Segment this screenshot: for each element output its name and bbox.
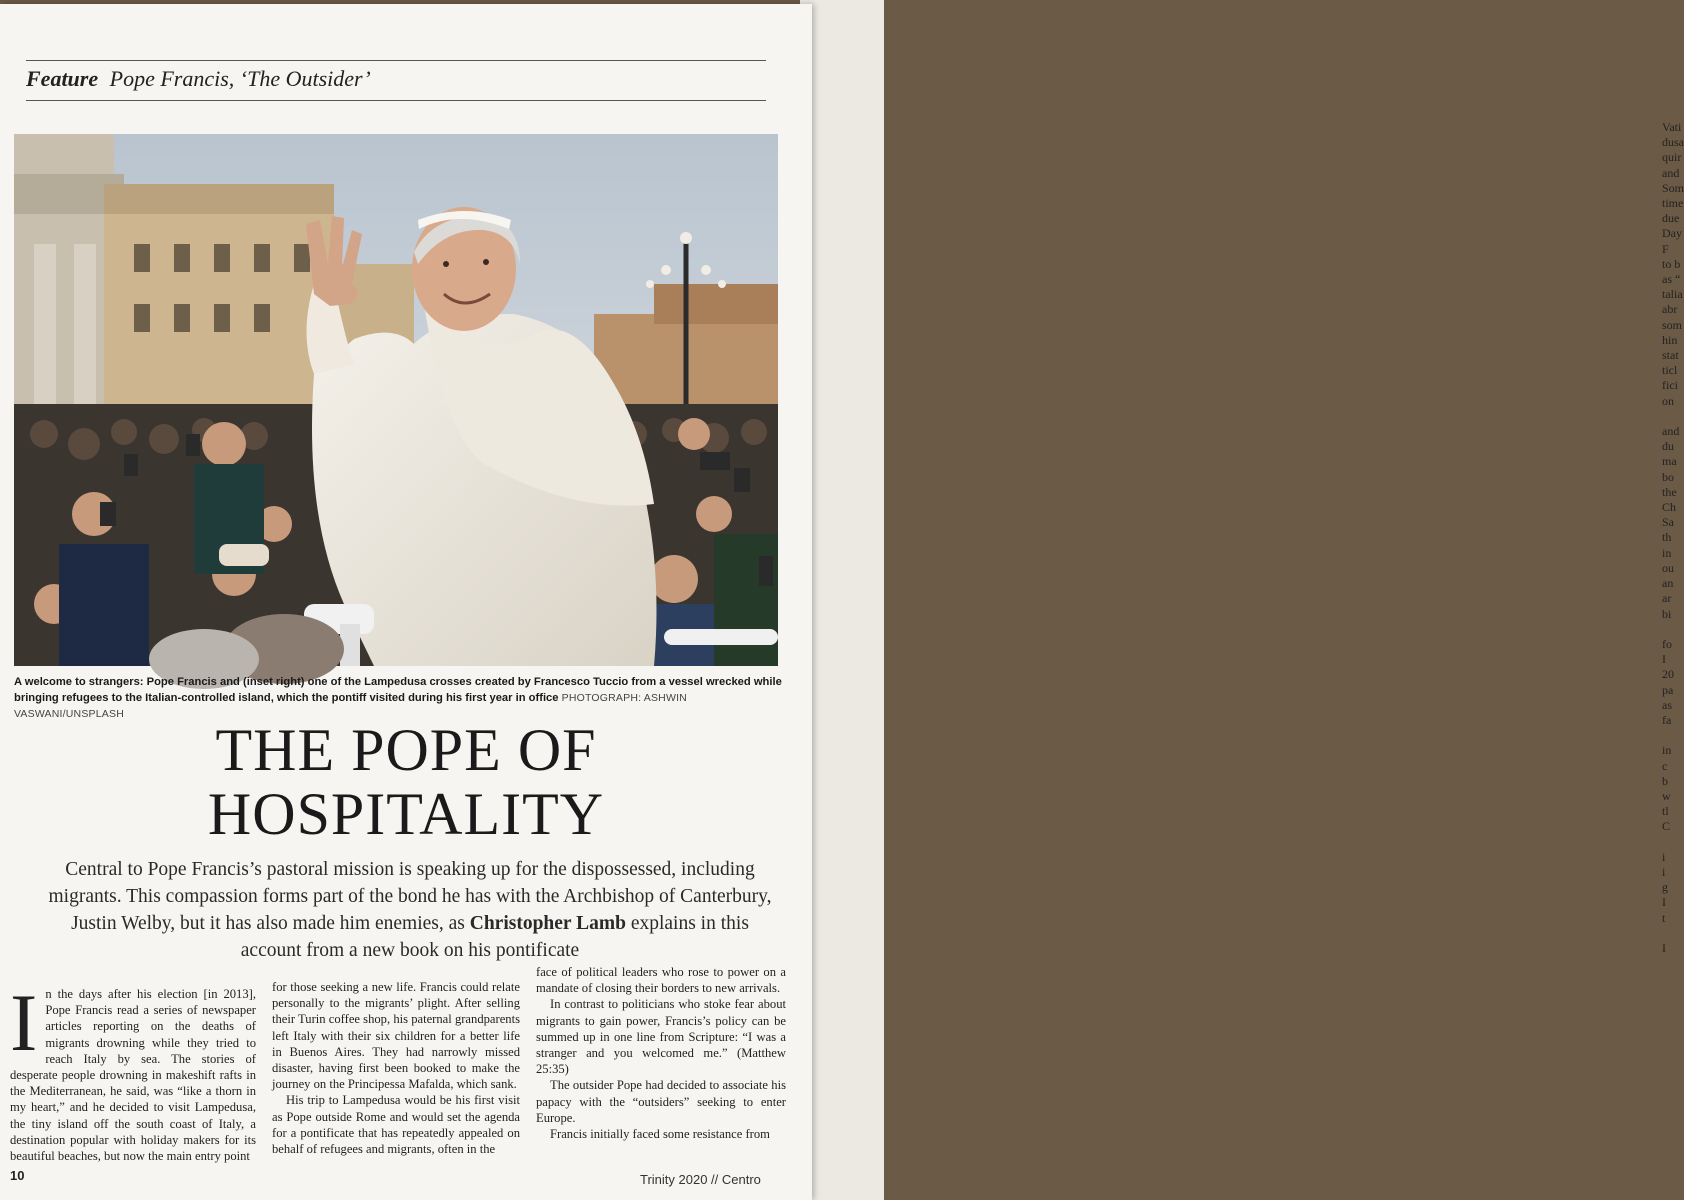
body-paragraph: Francis initially faced some resistance from xyxy=(550,1127,770,1142)
facing-page-line: ma xyxy=(1662,454,1677,469)
author-name: Christopher Lamb xyxy=(469,913,626,934)
facing-page-line xyxy=(1662,926,1684,941)
facing-page-line: th xyxy=(1662,530,1672,545)
header-rule-bottom xyxy=(26,100,766,101)
body-column-3 xyxy=(536,964,786,1142)
body-paragraph: The outsider Pope had decided to associate his papacy with the “outsiders” seeking to enter Europe. xyxy=(536,1078,786,1125)
body-column-1 xyxy=(10,977,256,1164)
facing-page-line: an xyxy=(1662,576,1674,591)
body-column-2 xyxy=(272,979,520,1157)
facing-page xyxy=(800,0,1684,1200)
facing-page-line: fici xyxy=(1662,378,1678,393)
drop-cap: I xyxy=(10,977,38,1068)
facing-page-line: c xyxy=(1662,758,1668,773)
photo-pope-waving-crowd-icon xyxy=(14,134,778,666)
facing-page-line: as xyxy=(1662,697,1672,712)
facing-page-line: C xyxy=(1662,819,1671,834)
facing-page-line: on xyxy=(1662,393,1674,408)
section-title: Pope Francis, ‘The Outsider’ xyxy=(109,66,371,91)
body-paragraph: In contrast to politicians who stoke fear about migrants to gain power, Francis’s policy can be summed up in one line from Scripture: “I was a stranger and you welcomed me.” (Matthew 25:35) xyxy=(536,997,786,1077)
facing-page-line: due xyxy=(1662,211,1680,226)
feature-photo xyxy=(14,134,778,666)
facing-page-line: F xyxy=(1662,241,1669,256)
header-rule-top xyxy=(26,60,766,61)
facing-page-line: t xyxy=(1662,910,1666,925)
facing-page-text xyxy=(1662,120,1684,956)
facing-page-line: fa xyxy=(1662,712,1672,727)
facing-page-line: Som xyxy=(1662,180,1684,195)
magazine-page xyxy=(0,4,812,1200)
facing-page-line: in xyxy=(1662,545,1672,560)
standfirst-outro: explains in this account from a new book on his pontificate xyxy=(240,913,749,961)
facing-page-line: I xyxy=(1662,652,1666,667)
facing-page-line: Ch xyxy=(1662,500,1677,515)
facing-page-line: as “ xyxy=(1662,272,1681,287)
facing-page-line: w xyxy=(1662,788,1671,803)
facing-page-line xyxy=(1662,409,1684,424)
facing-page-line: g xyxy=(1662,880,1668,895)
facing-page-line: time xyxy=(1662,196,1684,211)
facing-page-line: ar xyxy=(1662,591,1672,606)
body-paragraph: face of political leaders who rose to power on a mandate of closing their borders to new arrivals. xyxy=(536,965,786,996)
facing-page-line: bo xyxy=(1662,469,1674,484)
facing-page-line: i xyxy=(1662,849,1666,864)
facing-page-line xyxy=(1662,622,1684,637)
facing-page-line: the xyxy=(1662,484,1677,499)
facing-page-line: quir xyxy=(1662,150,1682,165)
headline-line-1: THE POPE OF xyxy=(215,717,597,783)
facing-page-line: i xyxy=(1662,864,1666,879)
body-paragraph: His trip to Lampedusa would be his first visit as Pope outside Rome and would set the agenda for a pontificate that has repeatedly appealed on behalf of refugees and migrants, often in the xyxy=(272,1093,520,1157)
page-number: 10 xyxy=(10,1168,25,1183)
facing-page-line xyxy=(1662,728,1684,743)
section-kicker: Feature xyxy=(26,66,99,91)
facing-page-line: b xyxy=(1662,773,1668,788)
article-headline xyxy=(0,718,812,846)
caption-text: A welcome to strangers: Pope Francis and (inset right) one of the Lampedusa crosses created by Francesco Tuccio from a vessel wrecked while bringing refugees to the Italian-controlled island, which the pontiff visited during his first year in office xyxy=(14,676,782,704)
facing-page-line xyxy=(1662,835,1684,850)
facing-page-line: stat xyxy=(1662,348,1679,363)
article-standfirst xyxy=(40,856,780,964)
body-paragraph: for those seeking a new life. Francis could relate personally to the migrants’ plight. After selling their Turin coffee shop, his paternal grandparents left Italy with their six children for a better life in Buenos Aires. They had narrowly missed disaster, having first been booked to make the journey on the Principessa Mafalda, which sank. xyxy=(272,980,520,1092)
facing-page-line: in xyxy=(1662,743,1672,758)
facing-page-line: hin xyxy=(1662,332,1678,347)
facing-page-line: pa xyxy=(1662,682,1674,697)
facing-page-line: dusa xyxy=(1662,135,1684,150)
headline-line-2: HOSPITALITY xyxy=(207,781,605,847)
facing-page-line: I xyxy=(1662,940,1666,955)
facing-page-line: ou xyxy=(1662,560,1674,575)
facing-page-line: Vati xyxy=(1662,120,1682,134)
section-header xyxy=(26,66,371,92)
standfirst-intro: Central to Pope Francis’s pastoral mission is speaking up for the dispossessed, including migrants. This compassion forms part of the bond he has with the Archbishop of Canterbury, Justin Welby, but it has also made him enemies, as xyxy=(48,859,772,934)
facing-page-line: fo xyxy=(1662,636,1672,651)
facing-page-line: Day xyxy=(1662,226,1682,241)
facing-page-line: ticl xyxy=(1662,363,1678,378)
facing-page-line: tl xyxy=(1662,804,1669,819)
facing-page-line: talia xyxy=(1662,287,1683,302)
facing-page-line: to b xyxy=(1662,256,1681,271)
facing-page-line: Sa xyxy=(1662,515,1674,530)
body-paragraph: n the days after his election [in 2013], Pope Francis read a series of newspaper articles reporting on the deaths of migrants drowning while they tried to reach Italy by sea. The stories of desperate people drowning in makeshift rafts in the Mediterranean, he said, was “like a thorn in my heart,” and he decided to visit Lampedusa, the tiny island off the south coast of Italy, a destination popular with holiday makers for its beautiful beaches, but now the main entry point xyxy=(10,987,256,1164)
issue-label: Trinity 2020 // Centro xyxy=(640,1172,761,1187)
facing-page-line: abr xyxy=(1662,302,1678,317)
facing-page-line: 20 xyxy=(1662,667,1674,682)
photo-caption xyxy=(14,674,784,722)
photo-credit: PHOTOGRAPH: ASHWIN VASWANI/UNSPLASH xyxy=(14,692,687,720)
facing-page-line: bi xyxy=(1662,606,1672,621)
facing-page-line: and xyxy=(1662,424,1680,439)
facing-page-line: som xyxy=(1662,317,1683,332)
facing-page-line: du xyxy=(1662,439,1674,454)
facing-page-line: and xyxy=(1662,165,1680,180)
facing-page-line: I xyxy=(1662,895,1666,910)
